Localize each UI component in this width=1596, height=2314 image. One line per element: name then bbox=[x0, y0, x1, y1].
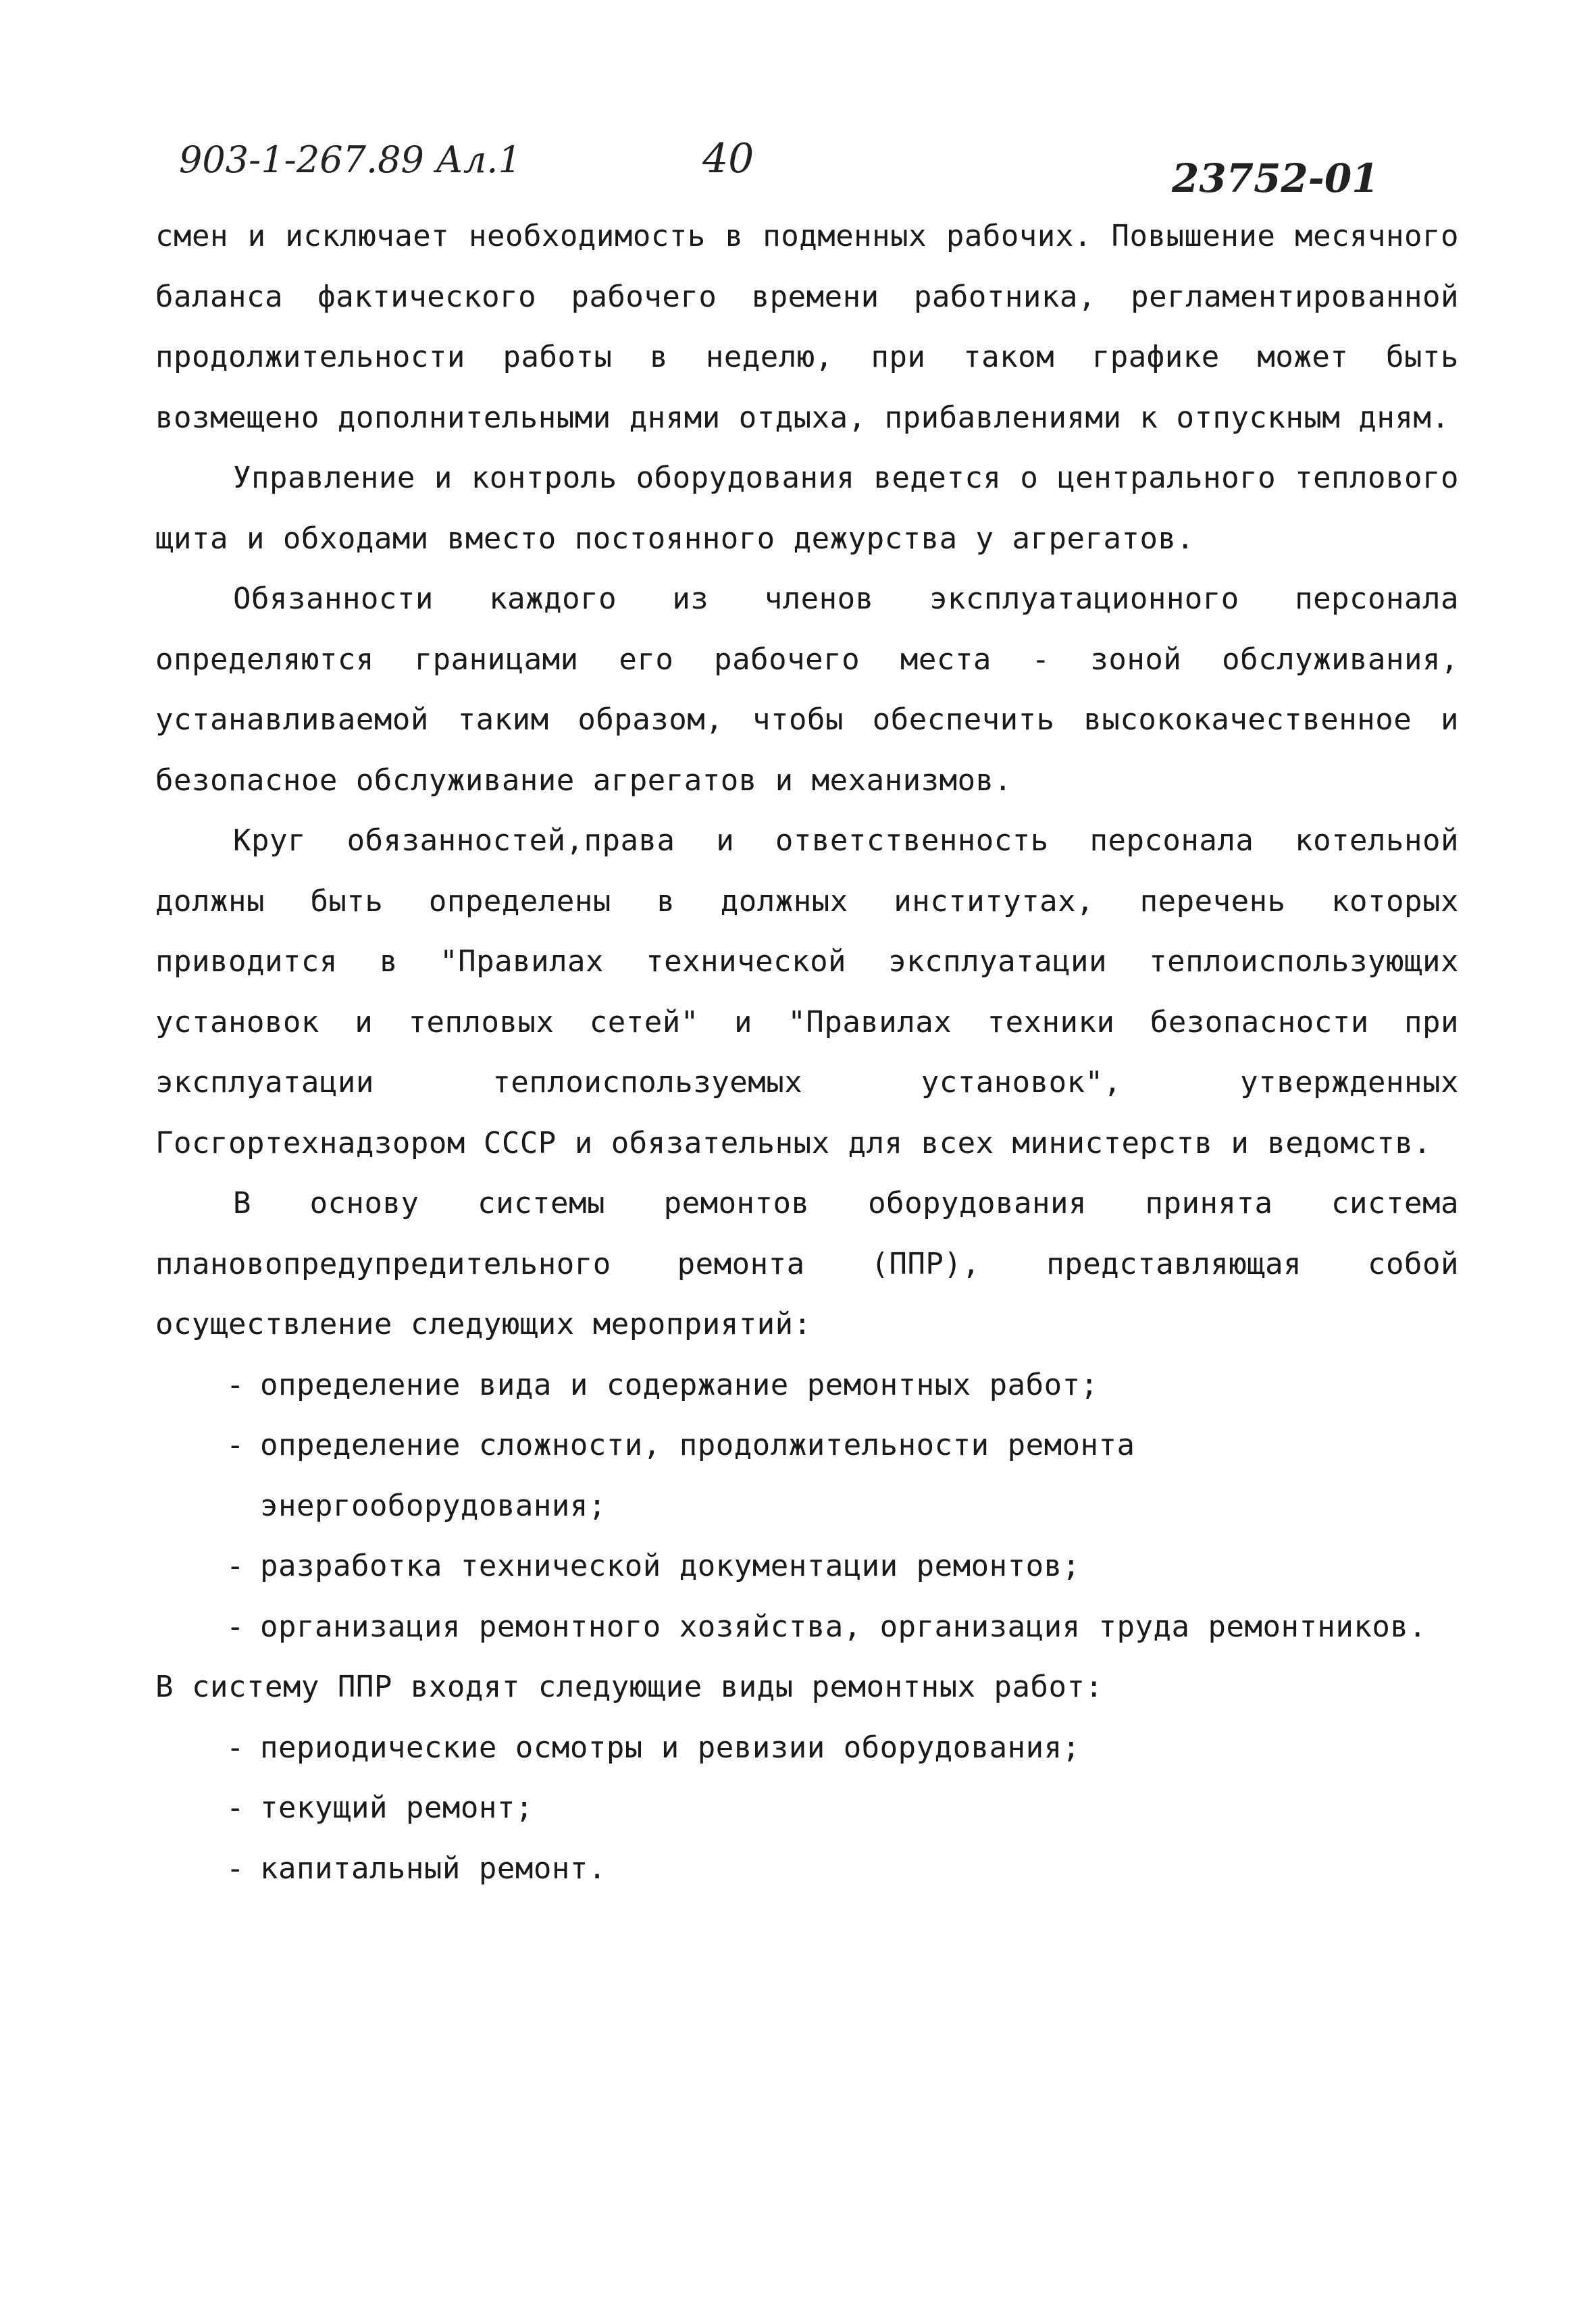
list-dash: - bbox=[226, 1549, 244, 1583]
paragraph-1: смен и исключает необходимость в подменных рабочих. Повышение месячного баланса фактического рабочего времени работника, регламентированной продолжительности работы в неделю, при таком графике может быть возмещено дополнительными днями отдыха, прибавлениями к отпускным дням. bbox=[155, 219, 1459, 435]
list-dash: - bbox=[226, 1609, 244, 1644]
list-item: - организация ремонтного хозяйства, организация труда ремонтников. bbox=[155, 1597, 1459, 1657]
list-item: - капитальный ремонт. bbox=[155, 1839, 1459, 1899]
list-item: - определение вида и содержание ремонтных работ; bbox=[155, 1355, 1459, 1416]
paragraph-3: Обязанности каждого из членов эксплуатационного персонала определяются границами его рабочего места - зоной обслуживания, устанавливаемой таким образом, чтобы обеспечить высококачественное и безопасное обслуживание агрегатов и механизмов. bbox=[155, 582, 1459, 798]
list-measures bbox=[155, 1355, 1459, 1657]
paragraph-5: В основу системы ремонтов оборудования принята система плановопредупредительного ремонта (ППР), представляющая собой осуществление следующих мероприятий: bbox=[155, 1186, 1459, 1341]
paragraph-4: Круг обязанностей,права и ответственность персонала котельной должны быть определены в должных институтах, перечень которых приводится в "Правилах технической эксплуатации теплоиспользующих установок и тепловых сетей" и "Правилах техники безопасности при эксплуатации теплоиспользуемых установок", утвержденных Госгортехнадзором СССР и обязательных для всех министерств и ведомств. bbox=[155, 823, 1459, 1160]
list-dash: - bbox=[226, 1428, 244, 1462]
list-dash: - bbox=[226, 1851, 244, 1886]
list-item: - разработка технической документации ремонтов; bbox=[155, 1536, 1459, 1597]
body-text bbox=[155, 206, 1459, 1899]
document-code-right: 23752-01 bbox=[1172, 155, 1379, 201]
list-dash: - bbox=[226, 1791, 244, 1825]
list-repair-types bbox=[155, 1718, 1459, 1899]
list-item: - периодические осмотры и ревизии оборудования; bbox=[155, 1718, 1459, 1778]
list-item: - текущий ремонт; bbox=[155, 1778, 1459, 1839]
document-code-left: 903-1-267.89 Ал.1 bbox=[179, 138, 521, 181]
list-item: - определение сложности, продолжительности ремонта энергооборудования; bbox=[155, 1415, 1459, 1536]
list-dash: - bbox=[226, 1367, 244, 1402]
paragraph-2: Управление и контроль оборудования ведется о центрального теплового щита и обходами вместо постоянного дежурства у агрегатов. bbox=[155, 461, 1459, 556]
paragraph-6: В систему ППР входят следующие виды ремонтных работ: bbox=[155, 1670, 1104, 1704]
page-number: 40 bbox=[702, 135, 754, 182]
list-dash: - bbox=[226, 1730, 244, 1765]
